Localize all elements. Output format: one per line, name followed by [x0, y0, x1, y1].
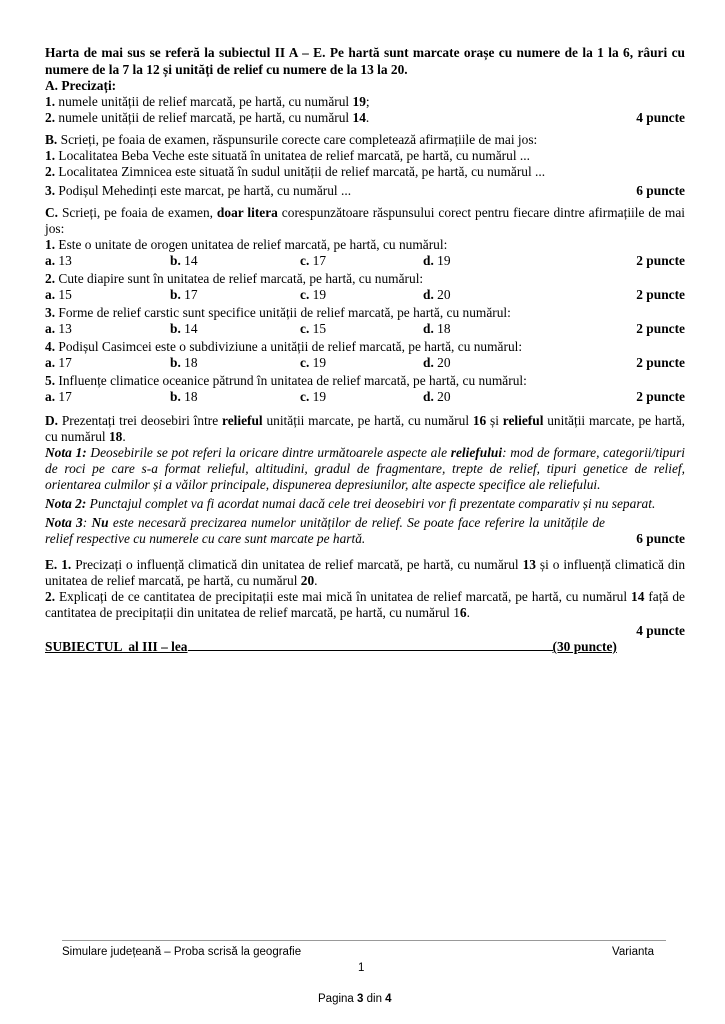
option-label: a.: [45, 355, 56, 370]
option-label: b.: [170, 253, 181, 268]
section-e-bold: 20: [300, 573, 315, 588]
section-e-bold: 13: [522, 557, 536, 572]
options-row: [45, 355, 685, 371]
section-e-text: .: [466, 605, 470, 620]
section-e-label: E. 1.: [45, 557, 72, 572]
item-text: Este o unitate de orogen unitatea de relief marcată, pe hartă, cu numărul:: [55, 237, 448, 252]
option-value: 20: [433, 287, 451, 302]
option-label: b.: [170, 321, 181, 336]
option-value: 13: [55, 253, 72, 268]
section-c-title-bold: doar litera: [216, 205, 278, 220]
option-label: d.: [423, 355, 434, 370]
option-label: a.: [45, 321, 56, 336]
footer-divider: [62, 940, 666, 941]
item-text: Podișul Mehedinți este marcat, pe hartă, cu numărul ...: [55, 183, 352, 198]
item-bold: 19: [352, 94, 366, 109]
section-e-text: și o influență climatică din unitatea de relief marcată, pe hartă, cu numărul: [45, 557, 686, 588]
section-d-text: unității marcate, pe hartă, cu numărul: [262, 413, 473, 428]
section-b: [45, 132, 685, 199]
item-number: 1.: [45, 148, 56, 163]
section-c-title-b: corespunzătoare răspunsului corect pentru fiecare dintre afirmațiile de mai jos:: [45, 205, 685, 236]
section-d-bold: 18: [108, 429, 123, 444]
section-a: [45, 78, 685, 126]
item-number: 4.: [45, 339, 56, 354]
subject-3-title-text: SUBIECTUL al III – lea: [45, 639, 188, 654]
option-value: 17: [309, 253, 327, 268]
item-points: 2 puncte: [636, 287, 685, 302]
item-points: 2 puncte: [636, 389, 685, 404]
section-e: [45, 557, 685, 639]
option-value: 13: [55, 321, 72, 336]
note-bold: reliefului: [450, 445, 503, 460]
item-text: Cute diapire sunt în unitatea de relief marcată, pe hartă, cu numărul:: [55, 271, 424, 286]
item-number: 2.: [45, 164, 56, 179]
item-text: numele unității de relief marcată, pe hartă, cu numărul: [55, 94, 353, 109]
options-row: [45, 321, 685, 337]
item-text: Localitatea Beba Veche este situată în unitatea de relief marcată, pe hartă, cu numărul ...: [55, 148, 530, 163]
option-label: c.: [300, 389, 310, 404]
note-bold: Nu: [91, 515, 109, 530]
option-value: 18: [180, 389, 198, 404]
option-label: b.: [170, 287, 181, 302]
item-text: Podișul Casimcei este o subdiviziune a unității de relief marcată, pe hartă, cu numărul:: [55, 339, 523, 354]
option-label: c.: [300, 287, 310, 302]
section-a-title: A. Precizați:: [45, 78, 117, 93]
item-points: 2 puncte: [636, 253, 685, 268]
item-number: 5.: [45, 373, 56, 388]
page-of: din: [363, 993, 386, 1005]
subject-3-title-underline: [188, 650, 553, 651]
item-text: Localitatea Zimnicea este situată în sudul unității de relief marcată, pe hartă, cu numărul ...: [55, 164, 546, 179]
section-c-title-a: Scrieți, pe foaia de examen,: [58, 205, 217, 220]
page-label: Pagina: [318, 993, 358, 1005]
footer-variant-label: Varianta: [612, 946, 654, 958]
section-d-bold: relieful: [502, 413, 544, 428]
item-points: 2 puncte: [636, 321, 685, 336]
item-number: 3.: [45, 305, 56, 320]
item-end: .: [365, 110, 370, 125]
option-label: b.: [170, 389, 181, 404]
section-d-text: Prezentați trei deosebiri între: [58, 413, 222, 428]
subject-3-title: [45, 639, 617, 654]
item-text: Influențe climatice oceanice pătrund în unitatea de relief marcată, pe hartă, cu numărul:: [55, 373, 527, 388]
section-b-letter: B.: [45, 132, 58, 147]
exam-page: [45, 44, 685, 655]
options-row: [45, 389, 685, 405]
item-text: numele unității de relief marcată, pe hartă, cu numărul: [55, 110, 353, 125]
section-d-bold: 16: [472, 413, 487, 428]
note-label: Nota 1:: [45, 445, 87, 460]
note-text: Deosebirile se pot referi la oricare dintre următoarele aspecte ale: [86, 445, 451, 460]
option-value: 14: [180, 253, 198, 268]
option-value: 17: [55, 355, 72, 370]
footer-variant-number: 1: [358, 962, 365, 974]
note-text: Punctajul complet va fi acordat numai dacă cele trei deosebiri vor fi prezentate comparativ și nu separat.: [86, 496, 656, 511]
option-value: 17: [55, 389, 72, 404]
option-label: c.: [300, 253, 310, 268]
option-label: b.: [170, 355, 181, 370]
option-value: 19: [309, 389, 327, 404]
item-number: 2.: [45, 271, 56, 286]
section-e-text: față de cantitatea de precipitații din unitatea de relief marcată, pe hartă, cu numărul 1: [45, 589, 685, 620]
section-b-points: 6 puncte: [636, 183, 685, 198]
section-d-letter: D.: [45, 413, 59, 428]
item-number: 1.: [45, 94, 56, 109]
item-number: 1.: [45, 237, 56, 252]
option-label: a.: [45, 389, 56, 404]
item-points: 2 puncte: [636, 355, 685, 370]
section-d: [45, 413, 685, 547]
item-text: Forme de relief carstic sunt specifice unității de relief marcată, pe hartă, cu numărul:: [55, 305, 511, 320]
options-row: [45, 287, 685, 303]
option-value: 19: [433, 253, 451, 268]
section-d-points: 6 puncte: [636, 531, 685, 546]
option-value: 15: [309, 321, 327, 336]
option-value: 18: [180, 355, 198, 370]
item-number: 2.: [45, 110, 56, 125]
item-number: 2.: [45, 589, 56, 604]
note-label: Nota 3: [45, 515, 83, 530]
section-b-title: Scrieți, pe foaia de examen, răspunsurile corecte care completează afirmațiile de mai jos:: [57, 132, 538, 147]
section-e-text: Precizați o influență climatică din unitatea de relief marcată, pe hartă, cu numărul: [71, 557, 523, 572]
option-value: 20: [433, 389, 451, 404]
note-text: :: [82, 515, 92, 530]
page-current: 3: [357, 993, 364, 1005]
option-value: 19: [309, 355, 327, 370]
section-c: [45, 205, 685, 405]
item-end: ;: [365, 94, 370, 109]
section-e-text: Explicați de ce cantitatea de precipitații este mai mică în unitatea de relief marcată, pe hartă, cu numărul: [55, 589, 632, 604]
section-e-bold: 6: [459, 605, 467, 620]
note-2: [45, 496, 685, 512]
option-label: d.: [423, 253, 434, 268]
section-d-text: unității marcate, pe hartă, cu numărul: [45, 413, 685, 444]
footer-title: Simulare județeană – Proba scrisă la geografie: [62, 946, 302, 958]
section-c-letter: C.: [45, 205, 59, 220]
option-value: 20: [433, 355, 451, 370]
option-value: 17: [180, 287, 198, 302]
section-e-points: 4 puncte: [636, 623, 685, 638]
option-label: a.: [45, 287, 56, 302]
option-label: d.: [423, 321, 434, 336]
intro-paragraph: Harta de mai sus se referă la subiectul II A – E. Pe hartă sunt marcate orașe cu numere de la 1 la 6, râuri cu numere de la 7 la 12 și unități de relief cu numere de la 13 la 20.: [45, 45, 685, 77]
option-value: 18: [433, 321, 451, 336]
item-number: 3.: [45, 183, 56, 198]
section-e-bold: 14: [631, 589, 645, 604]
note-label: Nota 2:: [45, 496, 87, 511]
option-label: d.: [423, 389, 434, 404]
section-a-points: 4 puncte: [636, 110, 685, 125]
option-value: 19: [309, 287, 327, 302]
options-row: [45, 253, 685, 269]
page-total: 4: [385, 993, 392, 1005]
option-value: 15: [55, 287, 72, 302]
option-label: c.: [300, 355, 310, 370]
item-bold: 14: [352, 110, 366, 125]
option-label: d.: [423, 287, 434, 302]
note-text: : mod de formare, categorii/tipuri de roci pe care s-a format relieful, altitudini, gradul de fragmentare, trepte de relief, tipuri genetice de relief, orientarea culmilor și a văilor principale, dispunerea depresiunilor, alte aspecte specifice ale reliefului.: [45, 445, 685, 492]
note-text: este necesară precizarea numelor unităților de relief. Se poate face referire la unitățile de relief respective cu numerele cu care sunt marcate pe hartă.: [45, 515, 606, 546]
note-3: [45, 515, 685, 547]
subject-3-points: (30 puncte): [552, 639, 617, 654]
section-d-text: .: [122, 429, 126, 444]
subject-3-heading: [45, 639, 685, 655]
option-value: 14: [180, 321, 198, 336]
section-d-bold: relieful: [222, 413, 263, 428]
page-number: [318, 993, 392, 1005]
option-label: c.: [300, 321, 310, 336]
section-e-text: .: [314, 573, 318, 588]
note-1: [45, 445, 685, 493]
section-d-text: și: [486, 413, 503, 428]
option-label: a.: [45, 253, 56, 268]
